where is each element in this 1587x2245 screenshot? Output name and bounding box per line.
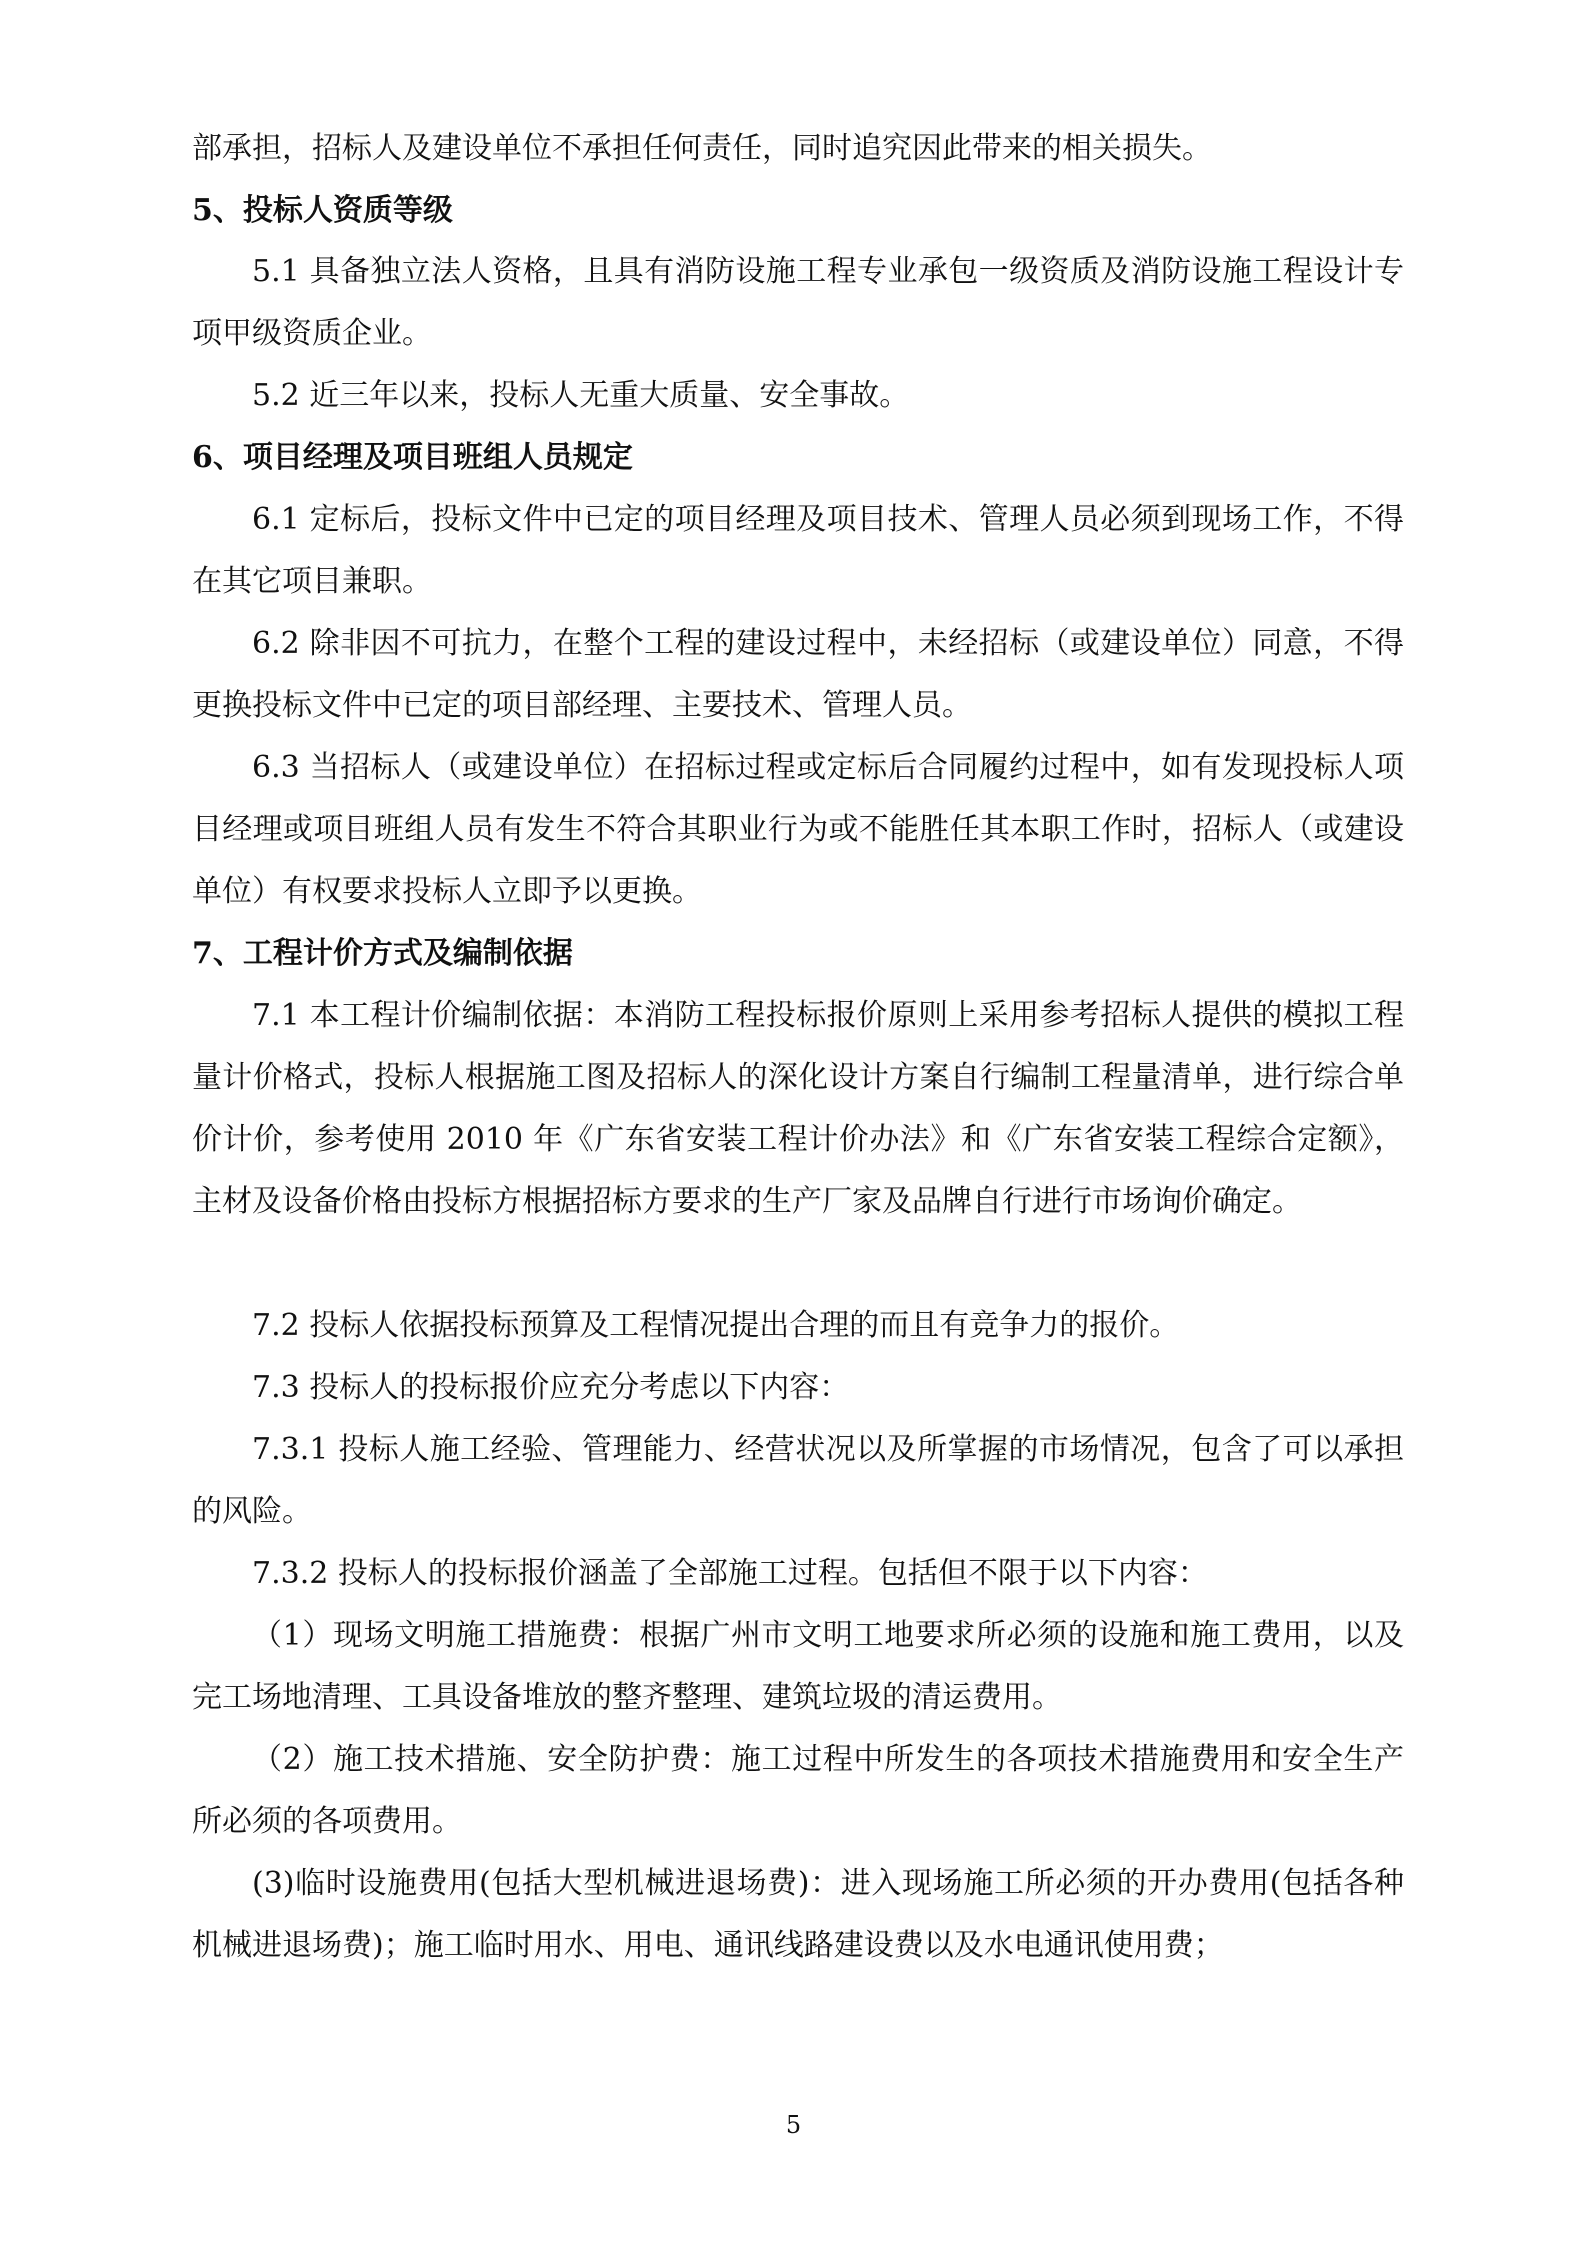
paragraph-6-2: 6.2 除非因不可抗力，在整个工程的建设过程中，未经招标（或建设单位）同意，不得更换投标文件中已定的项目部经理、主要技术、管理人员。: [192, 626, 1404, 723]
paragraph-6-3: 6.3 当招标人（或建设单位）在招标过程或定标后合同履约过程中，如有发现投标人项目经理或项目班组人员有发生不符合其职业行为或不能胜任其本职工作时，招标人（或建设单位）有权要求投标人立即予以更换。: [192, 750, 1404, 909]
list-item-2: （2）施工技术措施、安全防护费：施工过程中所发生的各项技术措施费用和安全生产所必须的各项费用。: [192, 1742, 1404, 1839]
section-heading-5: 5、投标人资质等级: [192, 193, 453, 228]
section-heading-6: 6、项目经理及项目班组人员规定: [192, 440, 633, 475]
paragraph-5-1: 5.1 具备独立法人资格，且具有消防设施工程专业承包一级资质及消防设施工程设计专项甲级资质企业。: [192, 254, 1404, 351]
page-number: 5: [785, 2111, 802, 2139]
paragraph-5-2: 5.2 近三年以来，投标人无重大质量、安全事故。: [252, 378, 910, 413]
paragraph-7-1: 7.1 本工程计价编制依据：本消防工程投标报价原则上采用参考招标人提供的模拟工程量计价格式，投标人根据施工图及招标人的深化设计方案自行编制工程量清单，进行综合单价计价，参考使用 2010 年《广东省安装工程计价办法》和《广东省安装工程综合定额》，主材及设备价格由投标方根据招标方要求的生产厂家及品牌自行进行市场询价确定。: [192, 998, 1404, 1219]
paragraph-7-3-1: 7.3.1 投标人施工经验、管理能力、经营状况以及所掌握的市场情况，包含了可以承担的风险。: [192, 1432, 1404, 1529]
paragraph-6-1: 6.1 定标后，投标文件中已定的项目经理及项目技术、管理人员必须到现场工作，不得在其它项目兼职。: [192, 502, 1404, 599]
section-heading-7: 7、工程计价方式及编制依据: [192, 936, 573, 971]
paragraph-7-3-2: 7.3.2 投标人的投标报价涵盖了全部施工过程。包括但不限于以下内容：: [252, 1556, 1208, 1591]
list-item-1: （1）现场文明施工措施费：根据广州市文明工地要求所必须的设施和施工费用，以及完工场地清理、工具设备堆放的整齐整理、建筑垃圾的清运费用。: [192, 1618, 1404, 1715]
list-item-3: (3)临时设施费用(包括大型机械进退场费)：进入现场施工所必须的开办费用(包括各种机械进退场费)；施工临时用水、用电、通讯线路建设费以及水电通讯使用费；: [192, 1866, 1404, 1963]
paragraph-continuation: 部承担，招标人及建设单位不承担任何责任，同时追究因此带来的相关损失。: [192, 131, 1212, 166]
paragraph-7-3: 7.3 投标人的投标报价应充分考虑以下内容：: [252, 1370, 850, 1405]
paragraph-7-2: 7.2 投标人依据投标预算及工程情况提出合理的而且有竞争力的报价。: [252, 1308, 1180, 1343]
